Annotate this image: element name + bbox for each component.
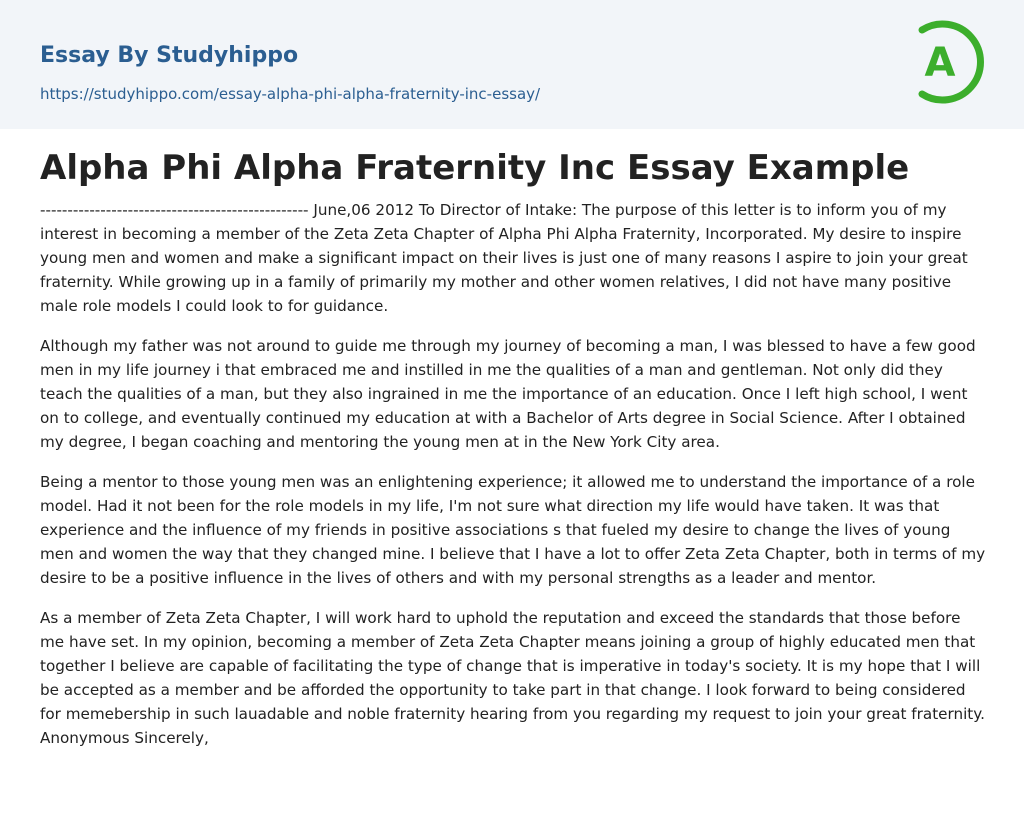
essay-paragraph: Although my father was not around to guide me through my journey of becoming a man, I was blessed to have a few good men in my life journey i that embraced me and instilled in me the qualities of a man and gentleman. Not only did they teach the qualities of a man, but they also ingrained in me the importance of an education. Once I left high school, I went on to college, and eventually continued my education at with a Bachelor of Arts degree in Social Science. After I obtained my degree, I began coaching and mentoring the young men at in the New York City area. bbox=[40, 337, 976, 451]
studyhippo-a-logo-icon[interactable] bbox=[910, 18, 988, 106]
article-content bbox=[40, 146, 986, 766]
page-header bbox=[0, 0, 1024, 129]
page-title: Alpha Phi Alpha Fraternity Inc Essay Example bbox=[40, 148, 910, 188]
essay-paragraph: ------------------------------------------------- June,06 2012 To Director of Intake: The purpose of this letter is to inform you of my interest in becoming a member of the Zeta Zeta Chapter of Alpha Phi Alpha Fraternity, Incorporated. My desire to inspire young men and women and make a significant impact on their lives is just one of many reasons I aspire to join your great fraternity. While growing up in a family of primarily my mother and other women relatives, I did not have many positive male role models I could look to for guidance. bbox=[40, 201, 968, 315]
essay-paragraph: As a member of Zeta Zeta Chapter, I will work hard to uphold the reputation and exceed the standards that those before me have set. In my opinion, becoming a member of Zeta Zeta Chapter means joining a group of highly educated men that together I believe are capable of facilitating the type of change that is imperative in today's society. It is my hope that I will be accepted as a member and be afforded the opportunity to take part in that change. I look forward to being considered for memebership in such lauadable and noble fraternity hearing from you regarding my request to join your great fraternity. Anonymous Sincerely, bbox=[40, 609, 985, 747]
essay-paragraph: Being a mentor to those young men was an enlightening experience; it allowed me to understand the importance of a role model. Had it not been for the role models in my life, I'm not sure what direction my life would have taken. It was that experience and the influence of my friends in positive associations s that fueled my desire to change the lives of young men and women the way that they changed mine. I believe that I have a lot to offer Zeta Zeta Chapter, both in terms of my desire to be a positive influence in the lives of others and with my personal strengths as a leader and mentor. bbox=[40, 473, 986, 587]
logo-letter: A bbox=[924, 40, 956, 86]
brand-title: Essay By Studyhippo bbox=[40, 43, 299, 68]
source-url-link[interactable]: https://studyhippo.com/essay-alpha-phi-alpha-fraternity-inc-essay/ bbox=[40, 85, 541, 103]
